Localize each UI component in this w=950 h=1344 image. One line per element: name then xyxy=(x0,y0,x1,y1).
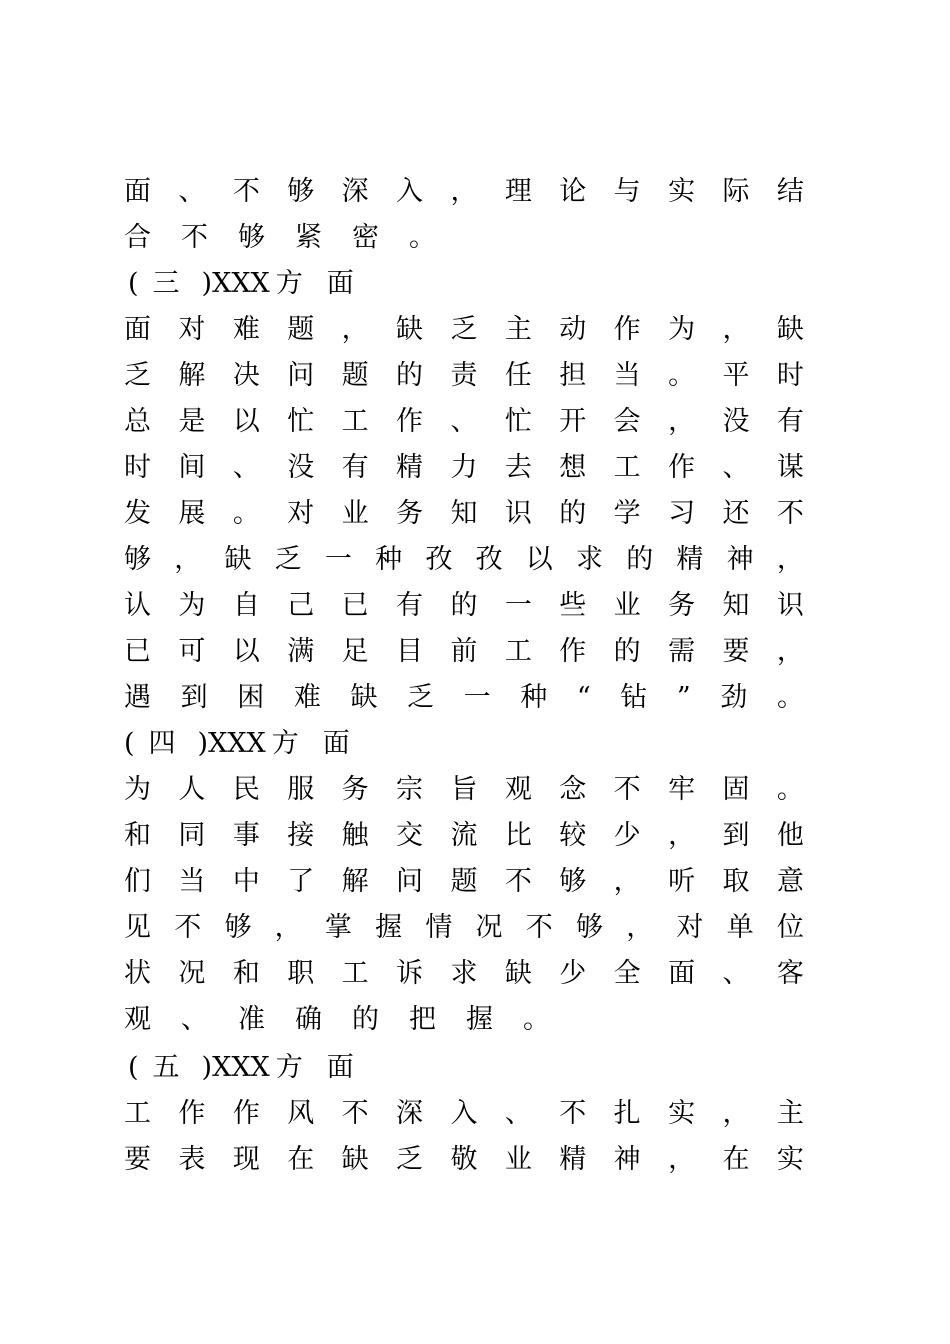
text-char: 想 xyxy=(559,452,587,483)
text-char: 深 xyxy=(341,176,369,207)
text-char: 责 xyxy=(450,360,478,391)
text-char: 服 xyxy=(287,774,315,805)
text-char: 没 xyxy=(722,406,750,437)
text-char: ， xyxy=(722,314,750,345)
text-char: 习 xyxy=(668,498,696,529)
body-text-line xyxy=(124,402,804,442)
text-char: ， xyxy=(776,544,804,575)
text-char: 。 xyxy=(776,682,804,713)
text-char: 种 xyxy=(375,544,403,575)
text-char: 需 xyxy=(668,636,696,667)
text-char: 和 xyxy=(124,820,151,851)
text-char: 单 xyxy=(726,912,754,943)
text-char: 的 xyxy=(626,544,654,575)
text-char: 中 xyxy=(232,866,260,897)
text-char: 时 xyxy=(776,360,804,391)
text-char: 、 xyxy=(722,958,750,989)
text-char: 识 xyxy=(776,590,804,621)
text-char: 不 xyxy=(232,176,260,207)
text-char: 不 xyxy=(776,498,804,529)
text-char: 总 xyxy=(124,406,151,437)
text-char: ， xyxy=(450,176,478,207)
text-char: 有 xyxy=(396,590,424,621)
text-char: 业 xyxy=(341,498,369,529)
text-char: 务 xyxy=(396,498,424,529)
section-heading-4 xyxy=(124,724,350,764)
text-char: 满 xyxy=(287,636,315,667)
text-char: ， xyxy=(613,866,641,897)
text-char: 钻 xyxy=(620,682,648,713)
text-char: 入 xyxy=(450,1098,478,1129)
body-text-line xyxy=(124,1140,804,1180)
text-char: ， xyxy=(668,1144,696,1175)
text-char: 足 xyxy=(341,636,369,667)
text-char: 们 xyxy=(124,866,151,897)
text-char: 够 xyxy=(287,176,315,207)
text-char: 力 xyxy=(450,452,478,483)
text-char: 乏 xyxy=(124,360,151,391)
text-char: 不 xyxy=(341,1098,369,1129)
text-char: 较 xyxy=(559,820,587,851)
text-char: 求 xyxy=(575,544,603,575)
heading-suffix: 方 xyxy=(271,728,299,759)
body-text-line xyxy=(124,494,804,534)
text-char: 接 xyxy=(287,820,315,851)
text-char: 缺 xyxy=(350,682,378,713)
text-char: 、 xyxy=(450,406,478,437)
text-char: 神 xyxy=(726,544,754,575)
text-char: 客 xyxy=(776,958,804,989)
text-char: 时 xyxy=(124,452,151,483)
text-char: 入 xyxy=(396,176,424,207)
heading-open-paren: ( xyxy=(128,268,139,299)
text-char: 间 xyxy=(178,452,206,483)
body-text-line xyxy=(124,770,804,810)
text-char: 牢 xyxy=(668,774,696,805)
text-char: 流 xyxy=(450,820,478,851)
text-char: 握 xyxy=(375,912,403,943)
text-char: 题 xyxy=(341,360,369,391)
text-char: 前 xyxy=(450,636,478,667)
text-char: 乏 xyxy=(450,314,478,345)
text-char: 情 xyxy=(425,912,453,943)
body-text-line xyxy=(124,678,804,718)
text-char: 不 xyxy=(504,866,532,897)
text-char: 作 xyxy=(559,636,587,667)
text-char: 况 xyxy=(178,958,206,989)
text-char: 诉 xyxy=(396,958,424,989)
text-char: 结 xyxy=(776,176,804,207)
text-char: 决 xyxy=(232,360,260,391)
text-char: 精 xyxy=(676,544,704,575)
heading-number: 四 xyxy=(148,728,176,759)
text-char: 劲 xyxy=(720,682,748,713)
body-text-line xyxy=(124,310,804,350)
text-char: 在 xyxy=(722,1144,750,1175)
text-char: 够 xyxy=(224,912,252,943)
text-char: 职 xyxy=(287,958,315,989)
text-char: 遇 xyxy=(124,682,151,713)
text-char: 知 xyxy=(722,590,750,621)
text-char: 。 xyxy=(668,360,696,391)
text-char: 工 xyxy=(341,406,369,437)
text-char: 务 xyxy=(341,774,369,805)
text-char: 学 xyxy=(613,498,641,529)
text-char: 担 xyxy=(559,360,587,391)
text-char: 实 xyxy=(668,176,696,207)
text-char: 是 xyxy=(178,406,206,437)
text-char: 和 xyxy=(232,958,260,989)
text-char: 的 xyxy=(613,636,641,667)
text-char: 一 xyxy=(324,544,352,575)
body-text-line xyxy=(124,632,804,672)
text-char: 已 xyxy=(124,636,151,667)
text-char: 。 xyxy=(232,498,260,529)
heading-suffix: 面 xyxy=(326,1052,354,1083)
body-text-line xyxy=(124,1094,804,1134)
text-char: 目 xyxy=(396,636,424,667)
text-char: 面 xyxy=(668,958,696,989)
text-char: 实 xyxy=(668,1098,696,1129)
text-char: 缺 xyxy=(504,958,532,989)
heading-number: 五 xyxy=(152,1052,180,1083)
text-char: 动 xyxy=(559,314,587,345)
text-char: 。 xyxy=(776,774,804,805)
text-char: 识 xyxy=(504,498,532,529)
text-char: 现 xyxy=(232,1144,260,1175)
text-char: 工 xyxy=(504,636,532,667)
text-char: 交 xyxy=(396,820,424,851)
text-char: 难 xyxy=(232,314,260,345)
text-char: 乏 xyxy=(396,1144,424,1175)
text-char: 事 xyxy=(232,820,260,851)
body-text-line xyxy=(124,908,804,948)
body-text-line: 观、准确的把握。 xyxy=(124,1004,580,1035)
text-char: 固 xyxy=(722,774,750,805)
section-heading-3 xyxy=(128,264,354,304)
heading-close-paren: ) xyxy=(201,268,213,299)
text-char: 当 xyxy=(613,360,641,391)
text-char: 种 xyxy=(520,682,548,713)
heading-close-paren: ) xyxy=(197,728,209,759)
body-text-line: 合不够紧密。 xyxy=(124,222,466,253)
text-char: 精 xyxy=(396,452,424,483)
text-char: 不 xyxy=(559,1098,587,1129)
body-text-line xyxy=(124,954,804,994)
text-char: ， xyxy=(174,544,202,575)
text-char: 求 xyxy=(450,958,478,989)
text-char: 以 xyxy=(232,406,260,437)
text-char: 主 xyxy=(504,314,532,345)
text-char: 的 xyxy=(450,590,478,621)
body-text-line xyxy=(124,540,804,580)
body-text-line xyxy=(124,356,804,396)
body-text-line xyxy=(124,862,804,902)
text-char: 业 xyxy=(504,1144,532,1175)
text-char: 理 xyxy=(504,176,532,207)
text-char: 的 xyxy=(559,498,587,529)
text-char: 知 xyxy=(450,498,478,529)
text-char: 人 xyxy=(178,774,206,805)
text-char: 况 xyxy=(475,912,503,943)
text-char: 为 xyxy=(178,590,206,621)
text-char: 工 xyxy=(341,958,369,989)
text-char: 谋 xyxy=(776,452,804,483)
text-char: 在 xyxy=(287,1144,315,1175)
text-char: 缺 xyxy=(396,314,424,345)
text-char: 实 xyxy=(776,1144,804,1175)
heading-open-paren: ( xyxy=(124,728,135,759)
text-char: ， xyxy=(668,406,696,437)
text-char: 去 xyxy=(504,452,532,483)
text-char: 乏 xyxy=(274,544,302,575)
text-char: 触 xyxy=(341,820,369,851)
text-char: 听 xyxy=(668,866,696,897)
heading-label: XXX xyxy=(212,268,270,299)
text-char: 发 xyxy=(124,498,151,529)
text-char: 可 xyxy=(178,636,206,667)
text-char: 不 xyxy=(525,912,553,943)
text-char: 精 xyxy=(559,1144,587,1175)
text-char: 对 xyxy=(676,912,704,943)
text-char: 已 xyxy=(341,590,369,621)
text-char: 见 xyxy=(124,912,151,943)
text-char: 够 xyxy=(124,544,151,575)
text-char: 够 xyxy=(559,866,587,897)
text-char: 业 xyxy=(613,590,641,621)
body-text-line xyxy=(124,448,804,488)
text-char: 民 xyxy=(232,774,260,805)
text-char: 缺 xyxy=(224,544,252,575)
text-char: 要 xyxy=(722,636,750,667)
text-char: 问 xyxy=(396,866,424,897)
text-char: “ xyxy=(576,682,591,713)
heading-suffix: 方 xyxy=(275,268,303,299)
text-char: 以 xyxy=(232,636,260,667)
heading-open-paren: ( xyxy=(128,1052,139,1083)
text-char: 他 xyxy=(776,820,804,851)
text-char: 掌 xyxy=(324,912,352,943)
text-char: 自 xyxy=(232,590,260,621)
text-char: 孜 xyxy=(425,544,453,575)
text-char: 不 xyxy=(174,912,202,943)
text-char: 解 xyxy=(178,360,206,391)
text-char: 作 xyxy=(396,406,424,437)
text-char: 面 xyxy=(124,314,151,345)
text-char: 题 xyxy=(450,866,478,897)
text-char: ， xyxy=(776,636,804,667)
text-char: 神 xyxy=(613,1144,641,1175)
heading-suffix: 方 xyxy=(275,1052,303,1083)
text-char: 没 xyxy=(287,452,315,483)
heading-number: 三 xyxy=(152,268,180,299)
text-char: 解 xyxy=(341,866,369,897)
text-char: 际 xyxy=(722,176,750,207)
text-char: 当 xyxy=(178,866,206,897)
text-char: 扎 xyxy=(613,1098,641,1129)
heading-label: XXX xyxy=(212,1052,270,1083)
text-char: 务 xyxy=(668,590,696,621)
body-text-line xyxy=(124,586,804,626)
text-char: 、 xyxy=(504,1098,532,1129)
text-char: 些 xyxy=(559,590,587,621)
text-char: 展 xyxy=(178,498,206,529)
text-char: 的 xyxy=(396,360,424,391)
text-char: 缺 xyxy=(776,314,804,345)
text-char: 孜 xyxy=(475,544,503,575)
heading-label: XXX xyxy=(208,728,266,759)
text-char: 面 xyxy=(124,176,151,207)
text-char: 困 xyxy=(237,682,265,713)
text-char: 难 xyxy=(293,682,321,713)
body-text-line xyxy=(124,816,804,856)
text-char: 平 xyxy=(722,360,750,391)
text-char: 位 xyxy=(776,912,804,943)
body-text-line xyxy=(124,172,804,212)
text-char: 缺 xyxy=(341,1144,369,1175)
text-char: 有 xyxy=(776,406,804,437)
text-char: 乏 xyxy=(407,682,435,713)
text-char: 够 xyxy=(575,912,603,943)
text-char: 任 xyxy=(504,360,532,391)
section-heading-5 xyxy=(128,1048,354,1088)
text-char: 到 xyxy=(180,682,208,713)
text-char: ， xyxy=(668,820,696,851)
text-char: 旨 xyxy=(450,774,478,805)
text-char: 对 xyxy=(178,314,206,345)
text-char: 以 xyxy=(525,544,553,575)
text-char: 同 xyxy=(178,820,206,851)
text-char: 宗 xyxy=(396,774,424,805)
text-char: 、 xyxy=(232,452,260,483)
text-char: 观 xyxy=(504,774,532,805)
text-char: 敬 xyxy=(450,1144,478,1175)
text-char: 对 xyxy=(287,498,315,529)
text-char: 作 xyxy=(178,1098,206,1129)
text-char: 问 xyxy=(287,360,315,391)
text-char: 有 xyxy=(341,452,369,483)
text-char: 深 xyxy=(396,1098,424,1129)
text-char: 到 xyxy=(722,820,750,851)
text-char: 为 xyxy=(124,774,151,805)
text-char: 工 xyxy=(613,452,641,483)
text-char: 状 xyxy=(124,958,151,989)
text-char: ， xyxy=(722,1098,750,1129)
text-char: 一 xyxy=(504,590,532,621)
text-char: 开 xyxy=(559,406,587,437)
text-char: 一 xyxy=(463,682,491,713)
text-char: 全 xyxy=(613,958,641,989)
text-char: 己 xyxy=(287,590,315,621)
text-char: 忙 xyxy=(504,406,532,437)
text-char: 还 xyxy=(722,498,750,529)
text-char: 题 xyxy=(287,314,315,345)
text-char: 风 xyxy=(287,1098,315,1129)
text-char: 、 xyxy=(722,452,750,483)
text-char: 念 xyxy=(559,774,587,805)
text-char: 作 xyxy=(232,1098,260,1129)
text-char: 与 xyxy=(613,176,641,207)
text-char: 不 xyxy=(613,774,641,805)
text-char: 作 xyxy=(668,452,696,483)
text-char: ， xyxy=(274,912,302,943)
heading-close-paren: ) xyxy=(201,1052,213,1083)
text-char: ， xyxy=(341,314,369,345)
text-char: 了 xyxy=(287,866,315,897)
text-char: 意 xyxy=(776,866,804,897)
text-char: 为 xyxy=(668,314,696,345)
text-char: 论 xyxy=(559,176,587,207)
text-char: 忙 xyxy=(287,406,315,437)
text-char: 要 xyxy=(124,1144,151,1175)
text-char: 认 xyxy=(124,590,151,621)
text-char: 少 xyxy=(559,958,587,989)
text-char: 作 xyxy=(613,314,641,345)
text-char: 、 xyxy=(178,176,206,207)
text-char: 会 xyxy=(613,406,641,437)
text-char: 工 xyxy=(124,1098,151,1129)
text-char: ， xyxy=(626,912,654,943)
text-char: 表 xyxy=(178,1144,206,1175)
text-char: 比 xyxy=(504,820,532,851)
heading-suffix: 面 xyxy=(322,728,350,759)
text-char: 取 xyxy=(722,866,750,897)
text-char: 主 xyxy=(776,1098,804,1129)
text-char: 少 xyxy=(613,820,641,851)
text-char: ” xyxy=(676,682,691,713)
heading-suffix: 面 xyxy=(326,268,354,299)
